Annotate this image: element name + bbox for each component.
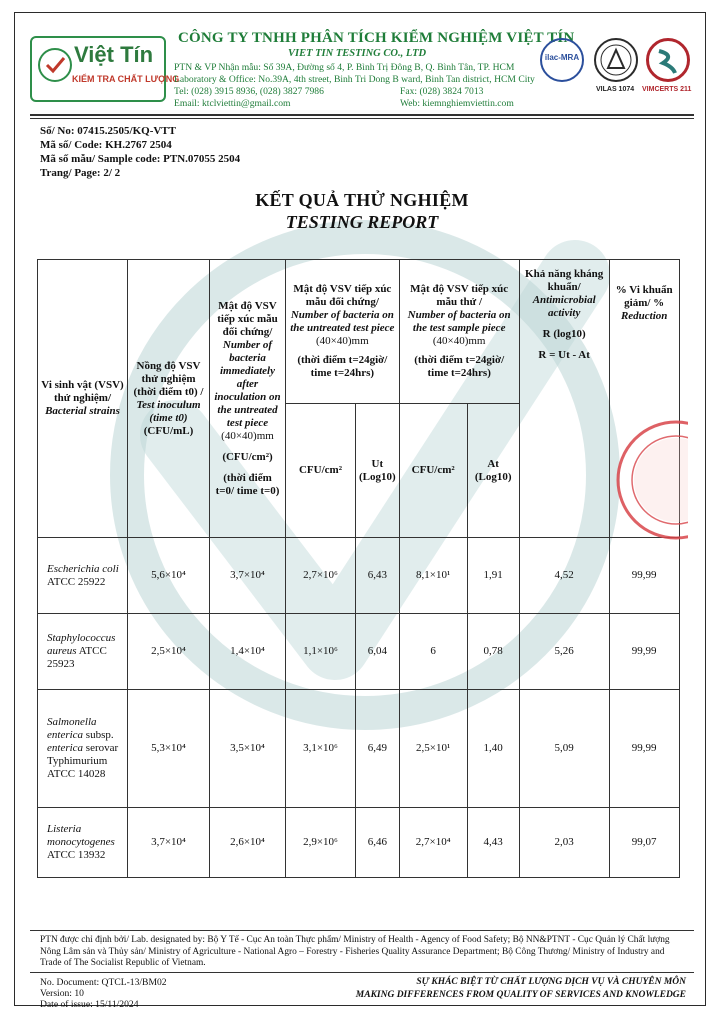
header-sample-t24 (399, 260, 519, 404)
control24-cell: 1,1×10⁶ (286, 614, 356, 690)
header-control24-size: (40×40)mm (316, 335, 369, 347)
email: Email: ktclviettin@gmail.com (174, 98, 291, 109)
strain-name: Salmonella enterica (47, 716, 97, 741)
results-table (37, 259, 680, 878)
header-activity-en: Antimicrobial activity (532, 294, 596, 319)
strain-atcc: ATCC 13932 (47, 849, 106, 861)
slogan-vn: SỰ KHÁC BIỆT TỪ CHẤT LƯỢNG DỊCH VỤ VÀ CHUYÊN MÔN (416, 977, 686, 987)
table-row (38, 538, 680, 614)
header-control24-time: (thời điểm t=24giờ/ time t=24hrs) (297, 354, 388, 379)
page-number: Trang/ Page: 2/ 2 (40, 167, 121, 179)
document-control-number: No. Document: QTCL-13/BM02 (40, 977, 167, 988)
designation-text: PTN được chỉ định bởi/ Lab. designated by: Bộ Y Tế - Cục An toàn Thực phẩm/ Ministry of Health - Agency of Food Safety; Bộ NN&PTNT - Cục Quản lý Chất lượng Nông Lâm sản và Thủy sản/ Ministry of Agriculture - National Agro – Forestry - Fisheries Quality Assurance Department; Bộ Công Thương/ Ministry of Industry and Trade of The Socialist Republic of Vietnam. (40, 935, 670, 969)
control24-cell: 2,9×10⁶ (286, 808, 356, 878)
header-inoculum-vn: Nồng độ VSV thử nghiệm (thời điểm t0) / (133, 359, 204, 398)
company-logo (30, 36, 180, 102)
slogan-en: MAKING DIFFERENCES FROM QUALITY OF SERVICES AND KNOWLEDGE (355, 990, 686, 1000)
header-divider-thin (30, 118, 694, 119)
header-reduction-vn: % Vi khuẩn giảm/ % (615, 284, 673, 309)
ut-cell: 6,49 (356, 690, 400, 808)
strain-subspecies: enterica (47, 742, 84, 754)
company-name-vn: CÔNG TY TNHH PHÂN TÍCH KIỂM NGHIỆM VIỆT TÍN (178, 30, 575, 46)
subheader-control-cfu: CFU/cm² (286, 404, 356, 538)
header-control0-time: (thời điểm t=0/ time t=0) (215, 471, 280, 497)
inoculum-cell: 5,6×10⁴ (128, 538, 210, 614)
subheader-ut (356, 404, 400, 538)
header-inoculum-en: Test inoculum (time t0) (136, 398, 201, 424)
address-en: Laboratory & Office: No.39A, 4th street, Binh Tri Dong B ward, Binh Tan district, HCM City (174, 74, 535, 85)
footer-divider-2 (30, 972, 694, 973)
at-cell: 1,91 (467, 538, 519, 614)
vimcerts-badge (646, 38, 690, 82)
issue-date: Date of issue: 15/11/2024 (40, 999, 139, 1010)
header-sample24-time: (thời điểm t=24giờ/ time t=24hrs) (414, 354, 505, 379)
subheader-ut-label: Ut (371, 457, 384, 470)
header-sample24-vn: Mật độ VSV tiếp xúc mẫu thử / (410, 283, 509, 308)
logo-brand: Việt Tín (74, 42, 154, 67)
vilas-caption: VILAS 1074 (596, 86, 635, 93)
control0-cell: 3,5×10⁴ (210, 690, 286, 808)
sample-cell: 2,7×10⁴ (399, 808, 467, 878)
sample-cell: 2,5×10¹ (399, 690, 467, 808)
r-cell: 2,03 (519, 808, 609, 878)
ut-cell: 6,43 (356, 538, 400, 614)
table-row (38, 614, 680, 690)
vimcerts-caption: VIMCERTS 211 (642, 86, 692, 93)
document-code: Mã số/ Code: KH.2767 2504 (40, 139, 172, 151)
header-divider (30, 114, 694, 116)
header-control0-vn: Mật độ VSV tiếp xúc mẫu đối chứng/ (217, 299, 278, 338)
subheader-ut-log: (Log10) (359, 470, 396, 483)
header-control-t24 (286, 260, 400, 404)
inoculum-cell: 5,3×10⁴ (128, 690, 210, 808)
header-sample24-size: (40×40)mm (432, 335, 486, 347)
table-row (38, 690, 680, 808)
strain-subsp: subsp. (85, 729, 114, 741)
header-strain (38, 260, 128, 538)
header-inoculum-unit: (CFU/mL) (143, 424, 194, 437)
ut-cell: 6,04 (356, 614, 400, 690)
strain-cell (38, 538, 128, 614)
strain-cell (38, 690, 128, 808)
inoculum-cell: 3,7×10⁴ (128, 808, 210, 878)
footer-divider (30, 930, 694, 931)
sample-cell: 8,1×10¹ (399, 538, 467, 614)
header-activity-vn: Khả năng kháng khuẩn/ (525, 268, 604, 293)
report-title-en: TESTING REPORT (285, 212, 439, 232)
subheader-at-label: At (487, 457, 499, 470)
control24-cell: 3,1×10⁶ (286, 690, 356, 808)
header-control24-en: Number of bacteria on the untreated test piece (290, 309, 395, 334)
r-cell: 5,26 (519, 614, 609, 690)
inoculum-cell: 2,5×10⁴ (128, 614, 210, 690)
header-control0-size: (40×40)mm (221, 429, 274, 442)
at-cell: 0,78 (467, 614, 519, 690)
company-name-en: VIET TIN TESTING CO., LTD (288, 48, 427, 59)
reduction-cell: 99,07 (609, 808, 679, 878)
header-reduction-en: Reduction (620, 310, 668, 322)
control0-cell: 2,6×10⁴ (210, 808, 286, 878)
header-control0-unit: (CFU/cm²) (222, 450, 273, 463)
strain-atcc: ATCC 25922 (47, 575, 106, 588)
fax: Fax: (028) 3824 7013 (400, 86, 484, 97)
logo-subtitle: KIỂM TRA CHẤT LƯỢNG (72, 74, 180, 84)
reduction-cell: 99,99 (609, 614, 679, 690)
address-vn: PTN & VP Nhận mẫu: Số 39A, Đường số 4, P. Bình Trị Đông B, Q. Bình Tân, TP. HCM (174, 62, 515, 73)
strain-name: Staphylococcus aureus (47, 632, 116, 657)
sample-cell: 6 (399, 614, 467, 690)
report-title-vn: KẾT QUẢ THỬ NGHIỆM (255, 190, 469, 210)
document-version: Version: 10 (40, 988, 84, 999)
control24-cell: 2,7×10⁶ (286, 538, 356, 614)
header-strain-en: Bacterial strains (45, 405, 120, 417)
subheader-at (467, 404, 519, 538)
control0-cell: 3,7×10⁴ (210, 538, 286, 614)
header-control-t0 (210, 260, 286, 538)
r-cell: 4,52 (519, 538, 609, 614)
website: Web: kiemnghiemviettin.com (400, 98, 514, 109)
header-strain-vn: Vi sinh vật (VSV) thử nghiệm/ (41, 379, 124, 404)
strain-atcc: ATCC 25923 (47, 645, 107, 670)
at-cell: 1,40 (467, 690, 519, 808)
ut-cell: 6,46 (356, 808, 400, 878)
subheader-at-log: (Log10) (474, 470, 512, 483)
vilas-emblem-icon (596, 40, 636, 80)
header-control0-en: Number of bacteria immediately after inoculation on the untreated test piece (214, 338, 281, 429)
telephone: Tel: (028) 3915 8936, (028) 3827 7986 (174, 86, 324, 97)
company-seal-stamp (598, 420, 688, 542)
header-activity-r: R (log10) (542, 328, 586, 340)
strain-cell (38, 808, 128, 878)
vilas-badge (594, 38, 638, 82)
header-activity-formula: R = Ut - At (538, 349, 590, 361)
document-number: Số/ No: 07415.2505/KQ-VTT (40, 125, 176, 137)
header-inoculum (128, 260, 210, 538)
header-control24-vn: Mật độ VSV tiếp xúc mẫu đối chứng/ (293, 283, 392, 308)
vimcerts-emblem-icon (649, 41, 687, 79)
at-cell: 4,43 (467, 808, 519, 878)
strain-name: Escherichia coli (47, 562, 119, 575)
sample-code: Mã số mẫu/ Sample code: PTN.07055 2504 (40, 153, 241, 165)
header-sample24-en: Number of bacteria on the test sample piece (407, 309, 511, 334)
reduction-cell: 99,99 (609, 690, 679, 808)
strain-cell (38, 614, 128, 690)
strain-name: Listeria monocytogenes (47, 823, 115, 848)
reduction-cell: 99,99 (609, 538, 679, 614)
ilac-label: ilac-MRA (544, 53, 580, 62)
r-cell: 5,09 (519, 690, 609, 808)
strain-atcc: serovar Typhimurium ATCC 14028 (47, 742, 119, 780)
control0-cell: 1,4×10⁴ (210, 614, 286, 690)
logo-check-icon (38, 48, 72, 82)
ilac-mra-badge (540, 38, 584, 82)
table-row (38, 808, 680, 878)
subheader-sample-cfu: CFU/cm² (399, 404, 467, 538)
header-activity (519, 260, 609, 538)
